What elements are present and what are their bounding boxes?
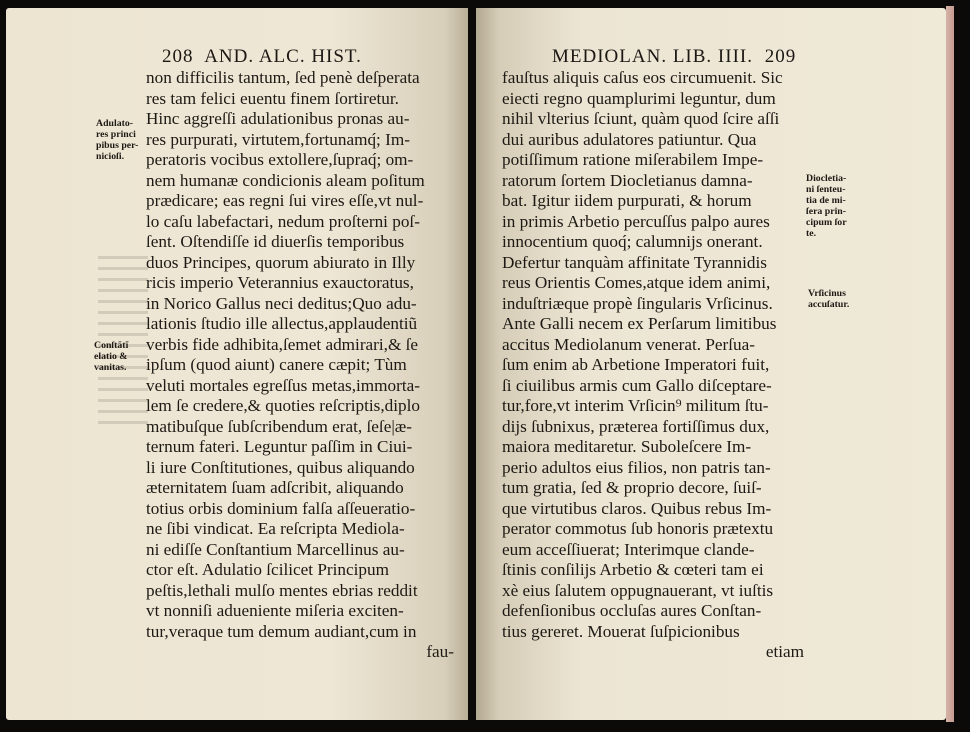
left-page-line: ctor eſt. Adulatio ſcilicet Principum xyxy=(146,560,389,579)
right-page-line: Ante Galli necem ex Perſarum limitibus xyxy=(502,314,777,333)
left-page-line: peſtis,lethali mulſo mentes ebrias reddit xyxy=(146,580,418,600)
right-page-line: induſtriæque propè ſingularis Vrſicinus. xyxy=(502,293,773,313)
right-running-head xyxy=(552,46,802,68)
right-page-line: perio adultos eius filios, non patris tan- xyxy=(502,457,771,477)
right-page-line: innocentium quoq́; calumnijs onerant. xyxy=(502,232,763,251)
right-page-line: maiora meditaretur. Suboleſcere Im- xyxy=(502,437,752,456)
left-page-line: li iure Conſtitutiones, quibus aliquando xyxy=(146,457,415,477)
left-page-text xyxy=(146,68,454,663)
right-page-line: ſtinis conſilijs Arbetio & cœteri tam ei xyxy=(502,560,764,579)
left-page-line: nem humanæ condicionis aleam poſitum xyxy=(146,170,425,190)
left-page-line: verbis fide adhibita,ſemet admirari,& ſe xyxy=(146,334,419,354)
left-page-line: lem ſe credere,& quoties reſcriptis,diplo xyxy=(146,396,420,415)
left-page-line: matibuſque ſubſcribendum erat, ſeſe|æ- xyxy=(146,416,412,436)
left-page-line: vt nonniſi adueniente miſeria exciten- xyxy=(146,601,404,620)
right-page-line: tius gereret. Mouerat ſuſpicionibus xyxy=(502,621,740,641)
right-running-head-text: MEDIOLAN. LIB. IIII. xyxy=(552,46,753,67)
left-page-line: lo caſu labefactari, nedum proſterni poſ- xyxy=(146,211,420,231)
left-page-line: non difficilis tantum, ſed penè deſperata xyxy=(146,68,420,87)
margin-note-diocletiani: Diocletia- ni ſenteu- tia de mi- ſera prin- cipum ſor te. xyxy=(806,173,847,239)
left-page-line: ni ediſſe Conſtantium Marcellinus au- xyxy=(146,539,405,559)
right-page-line: tur,fore,vt interim Vrſicin⁹ militum ſtu- xyxy=(502,396,769,415)
right-page-line: que virtutibus claros. Quibus rebus Im- xyxy=(502,498,772,518)
right-page-text xyxy=(502,68,804,663)
left-running-head-text: AND. ALC. HIST. xyxy=(204,46,362,67)
margin-note-ursicinus: Vrſicinus accuſatur. xyxy=(808,288,850,310)
right-page-line: ſum enim ab Arbetione Imperatori fuit, xyxy=(502,355,770,374)
right-page-line: tum gratia, ſed & proprio decore, ſuiſ- xyxy=(502,478,762,497)
margin-note-adulatores: Adulato- res princi pibus per- nicioſi. xyxy=(96,118,139,162)
right-page-number: 209 xyxy=(764,46,797,67)
left-page-line: prædicare; eas regni ſui vires eſſe,vt nul- xyxy=(146,191,424,210)
right-page-line: accitus Mediolanum venerat. Perſua- xyxy=(502,334,755,354)
right-page-line: perator commotus ſub honoris prætextu xyxy=(502,519,774,538)
left-page-line: Hinc aggreſſi adulationibus pronas au- xyxy=(146,109,410,128)
left-page-line: lationis ſtudio ille allectus,applaudentiũ xyxy=(146,314,418,333)
right-page-line: eum acceſſiuerat; Interimque clande- xyxy=(502,539,755,559)
left-page-line: duos Principes, quorum abiurato in Illy xyxy=(146,252,416,272)
right-page-line: xè eius ſalutem oppugnauerant, vt iuſtis xyxy=(502,580,774,600)
left-page-line: fau- xyxy=(426,642,454,661)
right-page-line: Defertur tanquàm affinitate Tyrannidis xyxy=(502,252,767,272)
right-page-line: reus Orientis Comes,atque idem animi, xyxy=(502,273,771,292)
right-page xyxy=(476,8,946,720)
left-page-line: ternum fateri. Leguntur paſſim in Ciui- xyxy=(146,437,413,456)
left-page-line: in Norico Gallus neci deditus;Quo adu- xyxy=(146,293,417,313)
left-page-line: tur,veraque tum demum audiant,cum in xyxy=(146,621,417,641)
left-page-line: ne ſibi vindicat. Ea reſcripta Mediola- xyxy=(146,519,405,538)
right-page-line: etiam xyxy=(765,642,804,661)
left-page-line: res purpurati, virtutem,fortunamq́; Im- xyxy=(146,129,410,149)
right-page-line: dui auribus adulatores patiuntur. Qua xyxy=(502,129,757,149)
left-page-number: 208 xyxy=(162,46,194,67)
left-page-line: ſent. Oſtendiſſe id diuerſis temporibus xyxy=(146,232,405,251)
book-fore-edge xyxy=(946,6,954,722)
left-page-line: totius orbis dominium falſa aſſeueratio- xyxy=(146,498,416,518)
left-running-head xyxy=(156,46,362,68)
left-page-line: veluti mortales egreſſus metas,immorta- xyxy=(146,375,420,395)
left-page xyxy=(6,8,468,720)
left-page-line: peratoris vocibus extollere,ſupraq́; om- xyxy=(146,150,414,169)
right-page-line: fauſtus aliquis caſus eos circumuenit. Sic xyxy=(502,68,783,87)
left-page-line: ipſum (quod aiunt) canere cæpit; Tùm xyxy=(146,355,407,374)
right-page-line: potiſſimum ratione miſerabilem Impe- xyxy=(502,150,764,169)
right-page-line: in primis Arbetio percuſſus palpo aures xyxy=(502,211,770,231)
right-page-line: ratorum ſortem Diocletianus damna- xyxy=(502,170,753,190)
right-page-line: nihil vlterius ſciunt, quàm quod ſcire aſſi xyxy=(502,109,780,128)
right-page-line: bat. Igitur iidem purpurati, & horum xyxy=(502,191,752,210)
left-page-line: æternitatem ſuam adſcribit, aliquando xyxy=(146,478,404,497)
margin-note-constantii: Conſtãtĩ elatio & vanitas. xyxy=(94,340,129,373)
left-page-line: res tam felici euentu finem ſortiretur. xyxy=(146,88,399,108)
right-page-line: dijs ſubnixus, præterea fortiſſimus dux, xyxy=(502,416,770,436)
left-page-line: ricis imperio Veterannius exauctoratus, xyxy=(146,273,414,292)
right-page-line: defenſionibus occluſas aures Conſtan- xyxy=(502,601,762,620)
right-page-line: eiecti regno quamplurimi leguntur, dum xyxy=(502,88,776,108)
right-page-line: ſi ciuilibus armis cum Gallo diſceptare- xyxy=(502,375,772,395)
